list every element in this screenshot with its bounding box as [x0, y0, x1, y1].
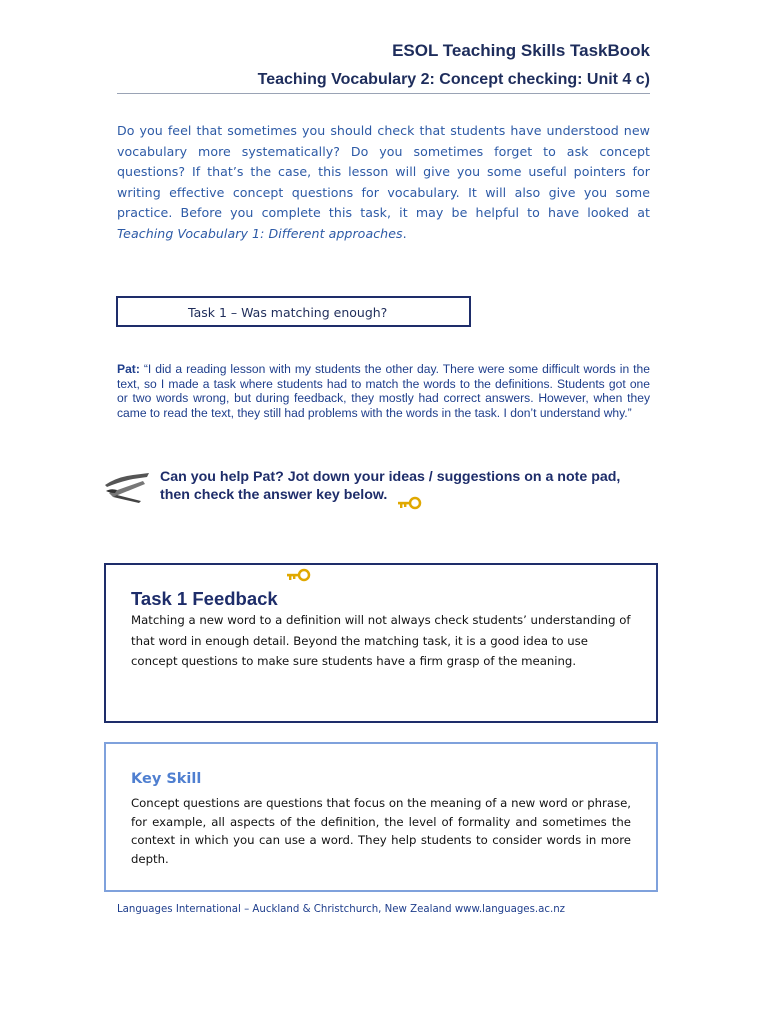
pencil-icon [103, 471, 153, 507]
footer: Languages International – Auckland & Christchurch, New Zealand www.languages.ac.nz [117, 904, 566, 915]
header-divider [117, 93, 650, 94]
key-icon [397, 496, 422, 510]
document-subtitle: Teaching Vocabulary 2: Concept checking: Unit 4 c) [257, 71, 650, 88]
key-skill-title: Key Skill [131, 771, 202, 787]
key-icon [284, 567, 312, 583]
feedback-text: Matching a new word to a definition will not always check students’ understanding of that word in enough detail. Beyond the matching task, it is a good idea to use concept questions to make sure students have a firm grasp of the meaning. [131, 613, 631, 668]
quote-speaker: Pat: [117, 362, 140, 376]
prompt-line-1: Can you help Pat? Jot down your ideas / suggestions on a note pad, [160, 469, 621, 485]
pat-quote [117, 362, 650, 420]
intro-end: . [402, 225, 407, 241]
quote-text: “I did a reading lesson with my students the other day. There were some difficult words in the text, so I made a task where students had to match the words to the definitions. Students got one or two words wrong, but during feedback, they mostly had correct answers. However, when they came to read the text, they still had problems with the words in the task. I don’t understand why.” [117, 362, 650, 420]
document-title: ESOL Teaching Skills TaskBook [392, 41, 650, 60]
task-1-heading-box [116, 296, 471, 327]
task-1-label: Task 1 – Was matching enough? [188, 305, 388, 320]
intro-paragraph [117, 121, 650, 244]
key-skill-text: Concept questions are questions that focus on the meaning of a new word or phrase, for example, all aspects of the definition, the level of formality and sometimes the context in which you can use a word. They help students to consider words in more depth. [131, 796, 631, 866]
prompt-line-2: then check the answer key below. [160, 487, 388, 503]
intro-text: Do you feel that sometimes you should check that students have understood new vocabulary more systematically? Do you sometimes forget to ask concept questions? If that’s the case, this lesson will give you some useful pointers for writing effective concept questions for vocabulary. It will also give you some practice. Before you complete this task, it may be helpful to have looked at [117, 123, 650, 220]
intro-reference: Teaching Vocabulary 1: Different approaches [117, 225, 403, 241]
feedback-title: Task 1 Feedback [131, 588, 278, 609]
